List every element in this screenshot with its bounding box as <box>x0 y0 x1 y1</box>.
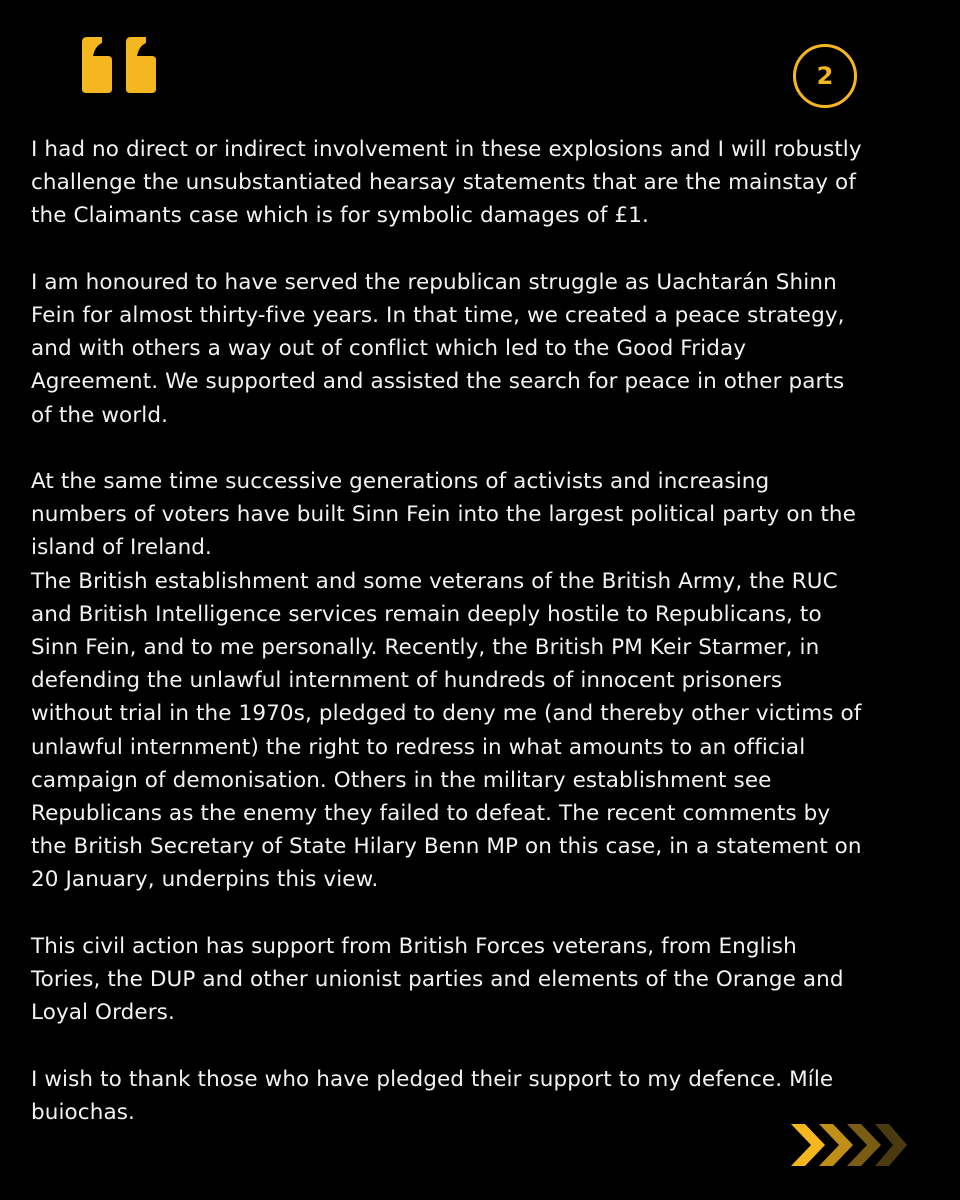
text-line: of the world. <box>31 402 169 428</box>
text-line: the British Secretary of State Hilary Benn MP on this case, in a statement on <box>31 834 862 860</box>
text-line: 20 January, underpins this view. <box>31 867 379 893</box>
text-line: I had no direct or indirect involvement in these explosions and I will robustly <box>31 137 862 162</box>
paragraph <box>31 565 936 897</box>
text-line: unlawful internment) the right to redress in what amounts to an official <box>31 734 806 760</box>
text-line: campaign of demonisation. Others in the military establishment see <box>31 767 772 793</box>
paragraph <box>31 266 936 432</box>
paragraph <box>31 1063 936 1129</box>
text-line: Sinn Fein, and to me personally. Recently, the British PM Keir Starmer, in <box>31 635 820 661</box>
text-line: Republicans as the enemy they failed to defeat. The recent comments by <box>31 801 831 827</box>
text-line: the Claimants case which is for symbolic damages of £1. <box>31 203 649 229</box>
paragraph <box>31 930 936 1030</box>
text-line: Fein for almost thirty-five years. In that time, we created a peace strategy, <box>31 303 845 328</box>
page-number-badge: 2 <box>793 44 857 108</box>
text-line: challenge the unsubstantiated hearsay statements that are the mainstay of <box>31 170 856 196</box>
text-line: At the same time successive generations of activists and increasing <box>31 469 770 494</box>
triple-chevron-right-icon[interactable] <box>789 1122 909 1168</box>
text-line: without trial in the 1970s, pledged to deny me (and thereby other victims of <box>31 701 862 727</box>
text-line: Agreement. We supported and assisted the search for peace in other parts <box>31 369 845 395</box>
statement-body <box>31 133 936 1129</box>
text-line: numbers of voters have built Sinn Fein into the largest political party on the <box>31 502 856 528</box>
text-line: The British establishment and some veterans of the British Army, the RUC <box>31 568 838 594</box>
text-line: Tories, the DUP and other unionist parties and elements of the Orange and <box>31 967 844 993</box>
text-line: defending the unlawful internment of hundreds of innocent prisoners <box>31 668 783 694</box>
text-line: and with others a way out of conflict which led to the Good Friday <box>31 336 747 362</box>
text-line: I wish to thank those who have pledged their support to my defence. Míle <box>31 1066 834 1092</box>
text-line: I am honoured to have served the republican struggle as Uachtarán Shinn <box>31 269 837 295</box>
text-line: buiochas. <box>31 1099 135 1125</box>
text-line: and British Intelligence services remain deeply hostile to Republicans, to <box>31 601 822 627</box>
paragraph <box>31 465 936 565</box>
text-line: This civil action has support from British Forces veterans, from English <box>31 933 797 959</box>
opening-quote-icon <box>78 34 164 96</box>
paragraph <box>31 133 936 233</box>
text-line: island of Ireland. <box>31 535 212 561</box>
text-line: Loyal Orders. <box>31 1000 175 1026</box>
